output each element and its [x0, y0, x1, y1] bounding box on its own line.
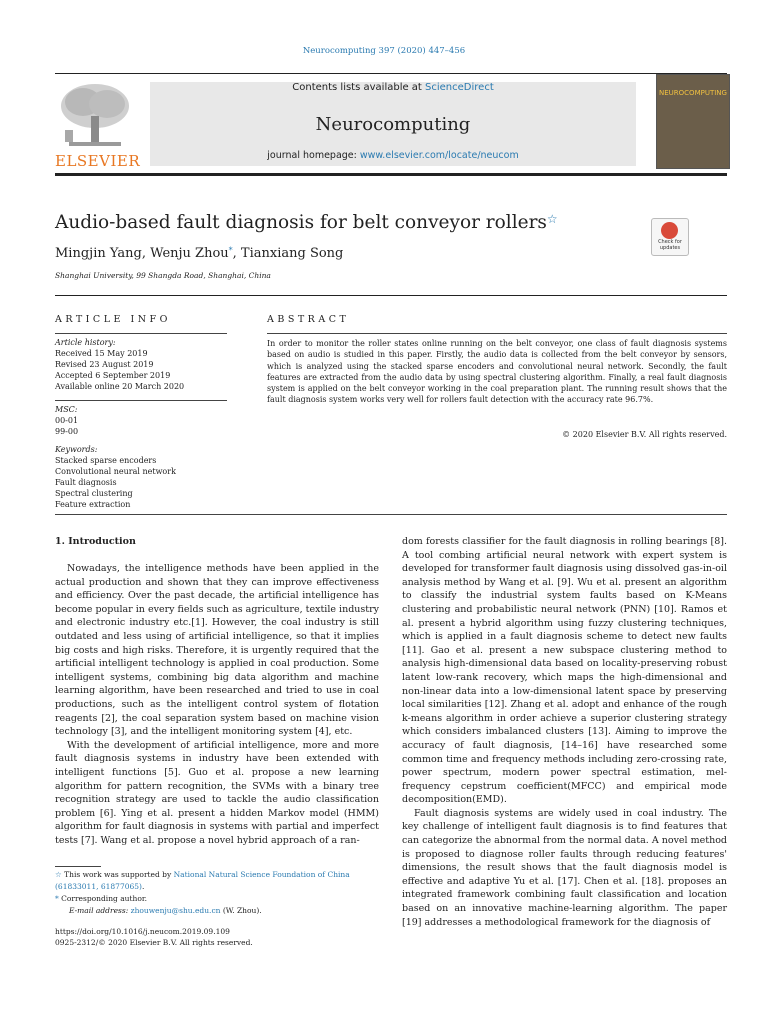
history-received: Received 15 May 2019 — [55, 349, 148, 358]
footnote-rule — [55, 866, 101, 867]
funding-footnote-mark: ☆ — [55, 870, 62, 879]
keywords-label: Keywords: — [55, 445, 98, 454]
article-history — [55, 337, 184, 392]
authors-first: Mingjin Yang, Wenju Zhou — [55, 246, 229, 261]
funding-footnote — [55, 869, 379, 893]
homepage-prefix: journal homepage: — [267, 150, 360, 161]
check-updates-icon — [661, 222, 678, 239]
abstract-rule — [267, 333, 727, 334]
issn-line: 0925-2312/© 2020 Elsevier B.V. All rights reserved. — [55, 938, 253, 947]
elsevier-wordmark: ELSEVIER — [55, 152, 141, 170]
abstract-text: In order to monitor the roller states online running on the belt conveyor, one class of fault diagnosis systems based on audio is studied in this paper. Firstly, the audio data is collected from the belt conveyor by sensors, which is analyzed using the stacked sparse encoders and convolutional neural network. Secondly, the fault features are extracted from the audio data by using spectral clustering algorithm. Finally, a real fault diagnosis system is applied on the belt conveyor working in the coal preparation plant. The running result shows that the fault diagnosis system works very well for rollers fault detection with the accuracy rate 96.7%. — [267, 339, 727, 405]
keyword: Convolutional neural network — [55, 467, 176, 476]
header-top-rule — [55, 73, 727, 74]
article-title: Audio-based fault diagnosis for belt conveyor rollers — [55, 212, 547, 233]
author-affiliation: Shanghai University, 99 Shangda Road, Shanghai, China — [55, 271, 271, 280]
front-matter-rule — [55, 514, 727, 515]
journal-name: Neurocomputing — [315, 114, 471, 135]
sciencedirect-link[interactable]: ScienceDirect — [425, 82, 494, 93]
elsevier-tree-logo — [55, 80, 135, 152]
section-heading: 1. Introduction — [55, 536, 136, 547]
paragraph: With the development of artificial intelligence, more and more fault diagnosis systems in industry have been extended with intelligent functions [5]. Guo et al. propose a new learning algorithm for pattern recognition, the SVMs with a binary tree recognition strategy are used to tackle the audio classification problem [6]. Ying et al. present a hidden Markov model (HMM) algorithm for fault diagnosis in systems with partial and imperfect tests [7]. Wang et al. propose a novel hybrid approach of a ran- — [55, 739, 379, 846]
abstract-heading: ABSTRACT — [267, 314, 350, 325]
keyword: Spectral clustering — [55, 489, 133, 498]
body-left-column — [55, 562, 379, 847]
journal-banner — [150, 82, 636, 166]
paragraph: Fault diagnosis systems are widely used in coal industry. The key challenge of intelligent fault diagnosis is to find features that can categorize the abnormal from the normal data. A novel method is proposed to diagnose roller faults through reducing features' dimensions, the result shows that the fault diagnosis model is effective and adaptive Yu et al. [17]. Chen et al. [18]. proposes an integrated framework combining fault classification and location based on an innovative machine-learning algorithm. The paper [19] addresses a methodological framework for the diagnosis of — [402, 807, 727, 928]
msc-rule — [55, 400, 227, 401]
keyword: Fault diagnosis — [55, 478, 117, 487]
article-title-line — [55, 212, 558, 233]
contents-available-line — [150, 82, 636, 93]
history-accepted: Accepted 6 September 2019 — [55, 371, 171, 380]
paragraph: Nowadays, the intelligence methods have been applied in the actual production and shown that they can improve effectiveness and efficiency. Over the past decade, the artificial intelligence has become popular in every fields such as agriculture, textile industry and electronic industry etc.[1]. However, the coal industry is still outdated and less using of artificial intelligence, so that it implies big costs and high risks. Therefore, it is urgently required that the artificial intelligent technology is applied in coal production. Some intelligent systems, combining big data algorithm and machine learning algorithm, have been researched and tried to use in coal productions, such as the intelligent control system of flotation reagents [2], the coal separation system based on machine vision technology [3], and the intelligent monitoring system [4], etc. — [55, 563, 379, 738]
email-footnote — [55, 905, 379, 917]
funding-suffix: . — [141, 882, 145, 891]
journal-cover-thumbnail[interactable] — [656, 74, 730, 169]
article-info-heading: ARTICLE INFO — [55, 314, 171, 325]
msc-label: MSC: — [55, 405, 78, 414]
email-label: E-mail address: — [69, 906, 131, 915]
header-bottom-rule — [55, 173, 727, 176]
funding-prefix: This work was supported by — [61, 870, 174, 879]
journal-homepage-line — [150, 150, 636, 161]
keyword: Stacked sparse encoders — [55, 456, 157, 465]
msc-code: 00-01 — [55, 416, 79, 425]
history-online: Available online 20 March 2020 — [55, 382, 185, 391]
corresponding-footnote — [55, 893, 379, 905]
abstract-copyright: © 2020 Elsevier B.V. All rights reserved. — [562, 430, 727, 439]
article-info-rule — [55, 333, 227, 334]
history-revised: Revised 23 August 2019 — [55, 360, 154, 369]
email-suffix: (W. Zhou). — [220, 906, 262, 915]
msc-block — [55, 404, 78, 437]
funding-link[interactable]: National Natural Science Foundation of China (61833011, 61877065) — [55, 870, 350, 891]
corresponding-author-mark[interactable]: * — [228, 246, 233, 255]
journal-homepage-link[interactable]: www.elsevier.com/locate/neucom — [359, 150, 519, 161]
paragraph: dom forests classifier for the fault diagnosis in rolling bearings [8]. A tool combing artificial neural network with expert system is developed for transformer fault diagnosis using dissolved gas-in-oil analysis method by Wang et al. [9]. Wu et al. present an algorithm to classify the industrial system faults based on K-Means clustering and probabilistic neural network (PNN) [10]. Ramos et al. present a hybrid algorithm using fuzzy clustering techniques, which is applied in a fault diagnosis scheme to detect new faults [11]. Gao et al. present a new subspace clustering method to analysis high-dimensional data based on locality-preserving robust latent low-rank recovery, which maps the high-dimensional and non-linear data into a low-dimensional latent space by preserving local similarities [12]. Zhang et al. adopt and enhance of the rough k-means algorithm in order achieve a superior clustering strategy which considers imbalanced clusters [13]. Aiming to improve the accuracy of fault diagnosis, [14–16] have researched some common time and frequency methods including zero-crossing rate, power spectrum, modern power spectral estimation, mel-frequency cepstrum coefficient(MFCC) and empirical mode decomposition(EMD). — [402, 536, 727, 806]
badge-label: Check for updates — [658, 239, 682, 251]
cover-title: NEUROCOMPUTING — [659, 89, 727, 97]
body-right-column — [402, 535, 727, 929]
keywords-block — [55, 444, 176, 510]
journal-citation[interactable]: Neurocomputing 397 (2020) 447–456 — [302, 46, 466, 56]
email-link[interactable]: zhouwenju@shu.edu.cn — [130, 906, 221, 915]
keyword: Feature extraction — [55, 500, 131, 509]
msc-code: 99-00 — [55, 427, 79, 436]
title-footnote-star[interactable]: ☆ — [546, 212, 558, 226]
contents-prefix: Contents lists available at — [292, 82, 426, 93]
doi-link[interactable]: https://doi.org/10.1016/j.neucom.2019.09.109 — [55, 927, 230, 936]
title-divider — [55, 295, 727, 296]
corresponding-text: Corresponding author. — [58, 894, 148, 903]
authors-last: , Tianxiang Song — [232, 246, 344, 261]
check-for-updates-badge[interactable] — [651, 218, 689, 256]
author-list — [55, 246, 343, 261]
corresponding-footnote-mark: * — [55, 894, 59, 903]
history-label: Article history: — [55, 338, 116, 347]
